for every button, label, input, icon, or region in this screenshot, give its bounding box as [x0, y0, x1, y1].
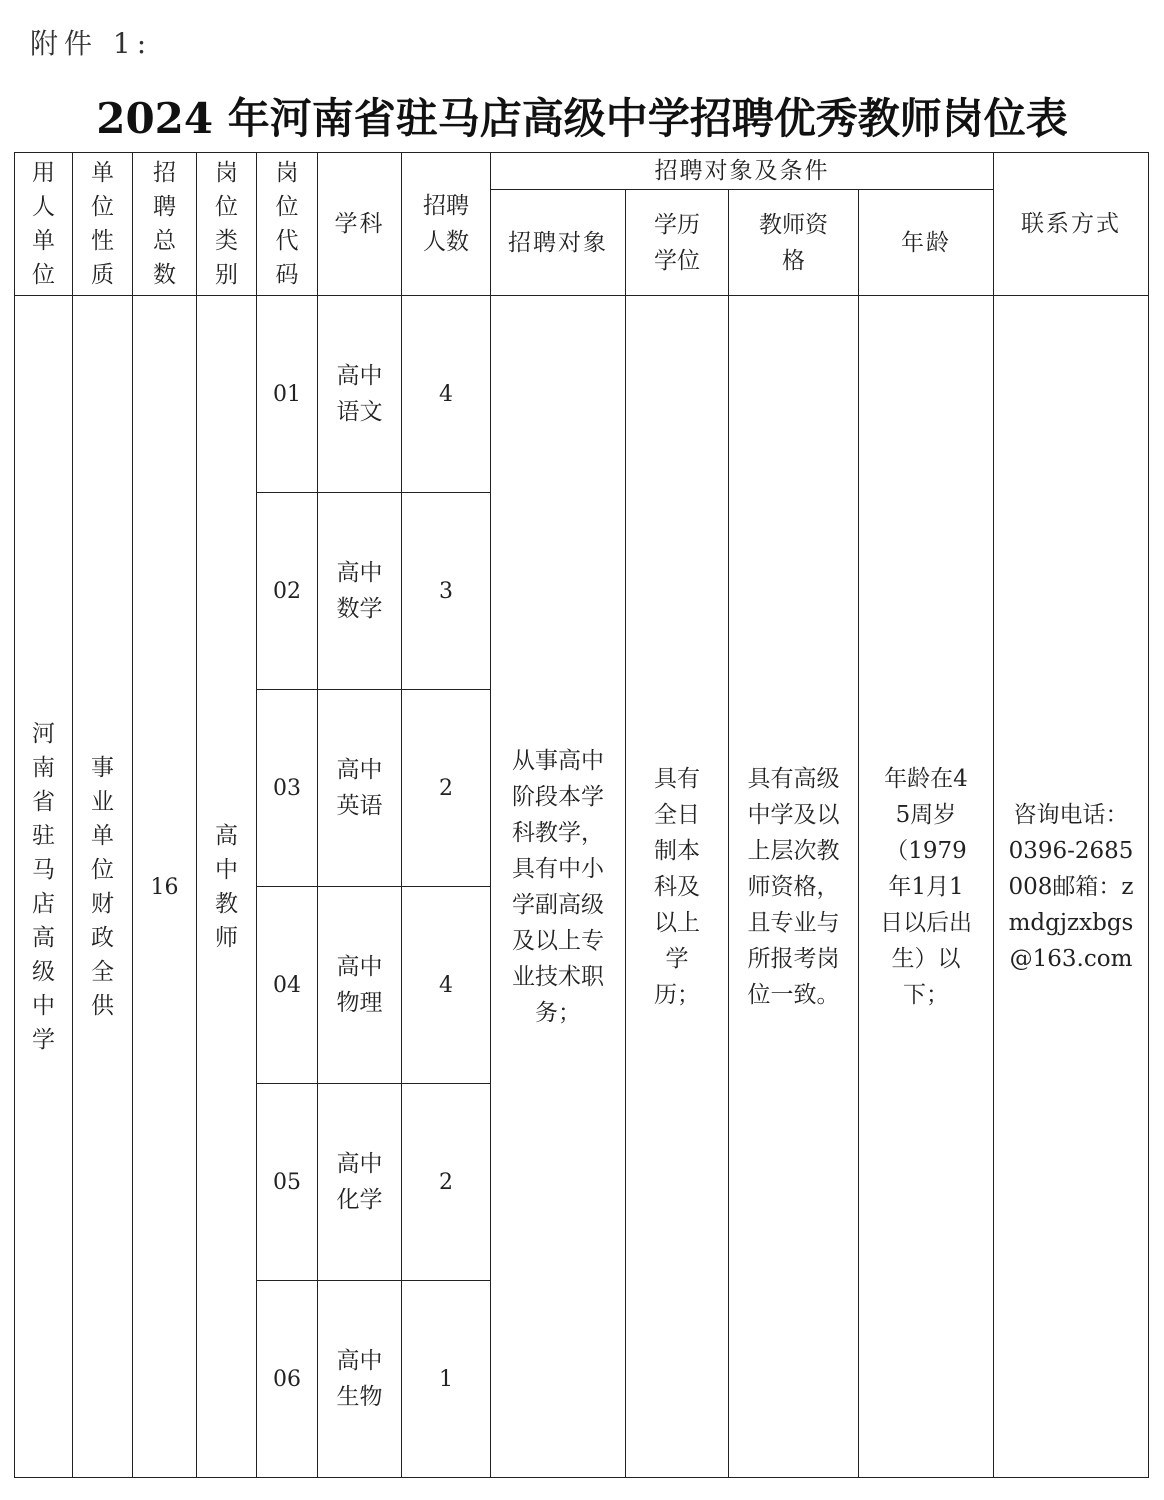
header-subject: 学科	[318, 153, 402, 296]
cell-subject: 高中英语	[318, 690, 402, 887]
cell-count: 2	[402, 1084, 491, 1281]
cell-count: 2	[402, 690, 491, 887]
cell-count: 4	[402, 296, 491, 493]
cell-count: 3	[402, 493, 491, 690]
cell-nature: 事业单位财政全供	[73, 296, 133, 1478]
cell-count: 4	[402, 887, 491, 1084]
cell-code: 03	[257, 690, 318, 887]
cell-code: 01	[257, 296, 318, 493]
cell-subject: 高中语文	[318, 296, 402, 493]
table-row	[15, 296, 1149, 493]
header-code: 岗位代码	[257, 153, 318, 296]
cell-code: 04	[257, 887, 318, 1084]
positions-table	[14, 152, 1149, 1478]
header-total: 招聘总数	[133, 153, 197, 296]
cell-subject: 高中数学	[318, 493, 402, 690]
cell-target: 从事高中阶段本学科教学，具有中小学副高级及以上专业技术职务；	[491, 296, 626, 1478]
header-category: 岗位类别	[197, 153, 257, 296]
cell-subject: 高中物理	[318, 887, 402, 1084]
cell-code: 06	[257, 1281, 318, 1478]
cell-contact: 咨询电话：0396-2685008邮箱：zmdgjzxbgs@163.com	[994, 296, 1149, 1478]
cell-total: 16	[133, 296, 197, 1478]
header-unit: 用人单位	[15, 153, 73, 296]
document-title: 2024 年河南省驻马店高级中学招聘优秀教师岗位表	[96, 94, 1068, 143]
header-count: 招聘人数	[402, 153, 491, 296]
header-certificate: 教师资格	[729, 190, 859, 296]
cell-subject: 高中生物	[318, 1281, 402, 1478]
header-nature: 单位性质	[73, 153, 133, 296]
header-conditions-group: 招聘对象及条件	[491, 153, 994, 190]
annex-label: 附件 1:	[30, 27, 153, 60]
cell-category: 高中教师	[197, 296, 257, 1478]
cell-age: 年龄在45周岁（1979年1月1日以后出生）以下；	[859, 296, 994, 1478]
header-age: 年龄	[859, 190, 994, 296]
cell-certificate: 具有高级中学及以上层次教师资格，且专业与所报考岗位一致。	[729, 296, 859, 1478]
header-row-1	[15, 153, 1149, 190]
cell-education: 具有全日制本科及以上学历；	[626, 296, 729, 1478]
cell-code: 05	[257, 1084, 318, 1281]
header-education: 学历学位	[626, 190, 729, 296]
cell-code: 02	[257, 493, 318, 690]
header-contact: 联系方式	[994, 153, 1149, 296]
cell-subject: 高中化学	[318, 1084, 402, 1281]
cell-count: 1	[402, 1281, 491, 1478]
header-target: 招聘对象	[491, 190, 626, 296]
cell-unit: 河南省驻马店高级中学	[15, 296, 73, 1478]
